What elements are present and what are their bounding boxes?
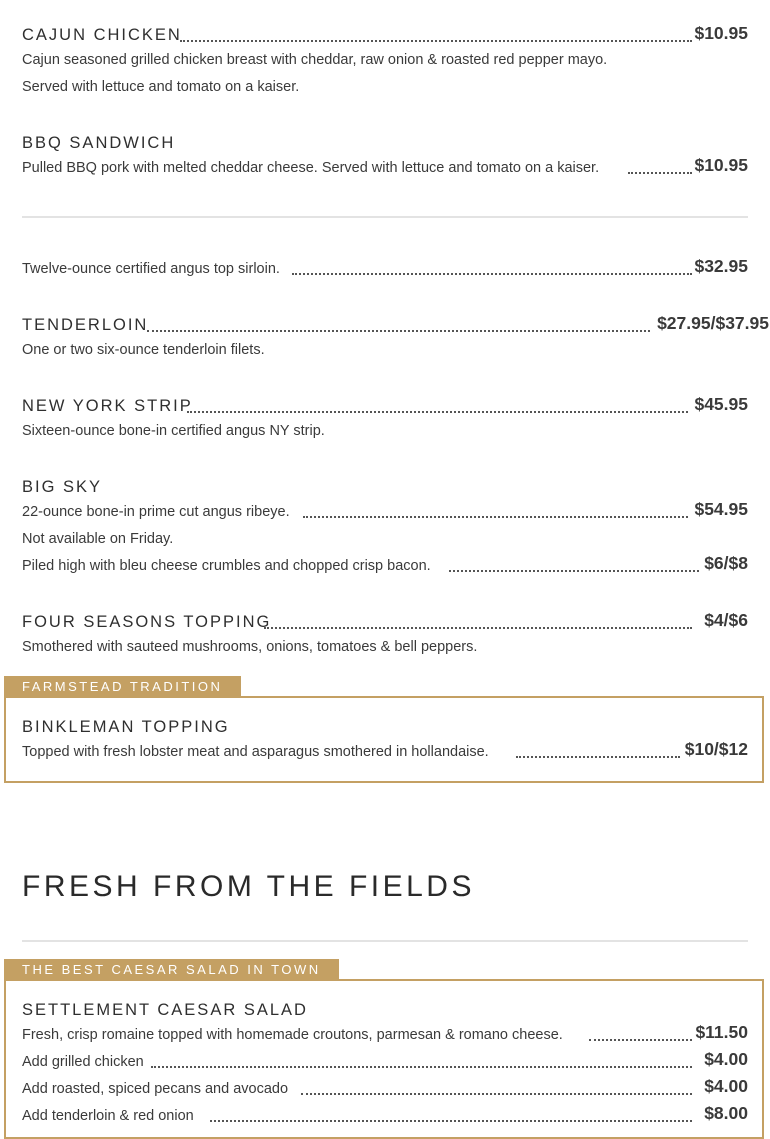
- item-name-cajun-chicken: CAJUN CHICKEN: [22, 26, 182, 44]
- dot-leader: [589, 1039, 692, 1041]
- dot-leader: [187, 411, 688, 413]
- item-price-sirloin: $32.95: [694, 256, 748, 276]
- item-name-binkleman-topping: BINKLEMAN TOPPING: [22, 718, 230, 736]
- item-name-big-sky: BIG SKY: [22, 478, 103, 496]
- item-description: Pulled BBQ pork with melted cheddar cheese. Served with lettuce and tomato on a kaiser.: [22, 160, 600, 176]
- item-price-four-seasons-topping: $4/$6: [704, 610, 748, 630]
- addon-price: $4.00: [704, 1049, 748, 1069]
- item-description: Piled high with bleu cheese crumbles and chopped crisp bacon.: [22, 558, 431, 574]
- item-description: Served with lettuce and tomato on a kaiser.: [22, 79, 300, 95]
- featured-item-box: [4, 696, 764, 783]
- item-price-caesar-salad: $11.50: [695, 1022, 748, 1042]
- dot-leader: [303, 516, 688, 518]
- dot-leader: [301, 1093, 692, 1095]
- addon-label: Add roasted, spiced pecans and avocado: [22, 1081, 289, 1097]
- feature-tag: THE BEST CAESAR SALAD IN TOWN: [4, 959, 339, 980]
- dot-leader: [516, 756, 680, 758]
- dot-leader: [449, 570, 699, 572]
- dot-leader: [292, 273, 692, 275]
- item-price-tenderloin: $27.95/$37.95: [657, 313, 769, 333]
- item-description: Topped with fresh lobster meat and asparagus smothered in hollandaise.: [22, 744, 489, 760]
- item-name-four-seasons-topping: FOUR SEASONS TOPPING: [22, 613, 272, 631]
- item-price-bbq-sandwich: $10.95: [694, 155, 748, 175]
- item-price-cajun-chicken: $10.95: [694, 23, 748, 43]
- section-divider: [22, 940, 748, 942]
- item-description: Twelve-ounce certified angus top sirloin.: [22, 261, 280, 277]
- addon-label: Add tenderloin & red onion: [22, 1108, 194, 1124]
- item-description: Sixteen-ounce bone-in certified angus NY strip.: [22, 423, 325, 439]
- addon-label: Add grilled chicken: [22, 1054, 144, 1070]
- addon-price: $8.00: [704, 1103, 748, 1123]
- item-price-new-york-strip: $45.95: [694, 394, 748, 414]
- item-description: Smothered with sauteed mushrooms, onions, tomatoes & bell peppers.: [22, 639, 478, 655]
- dot-leader: [628, 172, 692, 174]
- feature-tag: FARMSTEAD TRADITION: [4, 676, 241, 697]
- section-title: FRESH FROM THE FIELDS: [22, 870, 475, 903]
- item-price-binkleman-topping: $10/$12: [684, 739, 748, 759]
- item-name-tenderloin: TENDERLOIN: [22, 316, 149, 334]
- item-price-big-sky: $54.95: [694, 499, 748, 519]
- item-name-settlement-caesar-salad: SETTLEMENT CAESAR SALAD: [22, 1001, 308, 1019]
- item-description: Fresh, crisp romaine topped with homemade croutons, parmesan & romano cheese.: [22, 1027, 563, 1043]
- dot-leader: [147, 330, 650, 332]
- item-description: Cajun seasoned grilled chicken breast with cheddar, raw onion & roasted red pepper mayo.: [22, 52, 608, 68]
- item-note: Not available on Friday.: [22, 531, 174, 547]
- dot-leader: [180, 40, 692, 42]
- item-description: 22-ounce bone-in prime cut angus ribeye.: [22, 504, 290, 520]
- section-divider: [22, 216, 748, 218]
- dot-leader: [210, 1120, 692, 1122]
- item-name-new-york-strip: NEW YORK STRIP: [22, 397, 193, 415]
- item-description: One or two six-ounce tenderloin filets.: [22, 342, 265, 358]
- item-price-bleu-cheese: $6/$8: [704, 553, 748, 573]
- dot-leader: [264, 627, 692, 629]
- item-name-bbq-sandwich: BBQ SANDWICH: [22, 134, 176, 152]
- addon-price: $4.00: [704, 1076, 748, 1096]
- dot-leader: [151, 1066, 692, 1068]
